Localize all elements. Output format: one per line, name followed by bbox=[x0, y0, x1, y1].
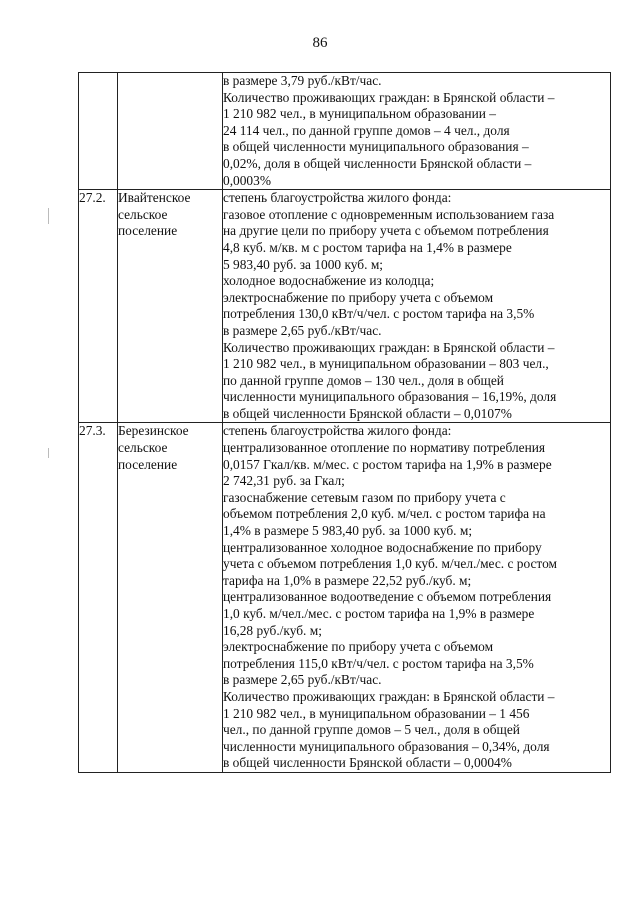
settlement-name-line: сельское bbox=[118, 206, 168, 222]
item-number-cell bbox=[79, 73, 118, 190]
description-line: степень благоустройства жилого фонда: bbox=[223, 423, 452, 439]
table-row bbox=[79, 190, 611, 423]
description-line: в общей численности Брянской области – 0,0004% bbox=[223, 755, 512, 771]
description-line: потребления 130,0 кВт/ч/чел. с ростом тарифа на 3,5% bbox=[223, 306, 535, 322]
description-line: 0,02%, доля в общей численности Брянской области – bbox=[223, 155, 532, 171]
description-line: тарифа на 1,0% в размере 22,52 руб./куб. м; bbox=[223, 572, 472, 588]
description-line: 0,0157 Гкал/кв. м/мес. с ростом тарифа на 1,9% в размере bbox=[223, 456, 552, 472]
regulation-table bbox=[78, 72, 611, 773]
settlement-name-cell bbox=[118, 190, 223, 423]
description-line: 5 983,40 руб. за 1000 куб. м; bbox=[223, 256, 384, 272]
description-cell bbox=[223, 73, 611, 190]
description-line: электроснабжение по прибору учета с объемом bbox=[223, 289, 494, 305]
description-line: в размере 3,79 руб./кВт/час. bbox=[223, 73, 382, 88]
settlement-name-line: Березинское bbox=[118, 423, 189, 439]
description-line: 4,8 куб. м/кв. м с ростом тарифа на 1,4% в размере bbox=[223, 239, 512, 255]
description-line: 1 210 982 чел., в муниципальном образовании – bbox=[223, 106, 496, 122]
settlement-name-cell bbox=[118, 423, 223, 772]
description-line: 1,0 куб. м/чел./мес. с ростом тарифа на 1,9% в размере bbox=[223, 606, 535, 621]
settlement-name-line: Ивайтенское bbox=[118, 190, 191, 206]
description-line: потребления 115,0 кВт/ч/чел. с ростом тарифа на 3,5% bbox=[223, 655, 534, 671]
scan-edge-mark bbox=[48, 208, 49, 224]
settlement-name-line: поселение bbox=[118, 456, 178, 472]
item-number: 27.2. bbox=[79, 190, 106, 206]
description-line: численности муниципального образования – 0,34%, доля bbox=[223, 738, 550, 754]
description-line: в размере 2,65 руб./кВт/час. bbox=[223, 672, 382, 688]
description-line: чел., по данной группе домов – 5 чел., доля в общей bbox=[223, 722, 520, 738]
description-cell bbox=[223, 190, 611, 423]
settlement-name-line: поселение bbox=[118, 223, 178, 239]
description-line: газовое отопление с одновременным использованием газа bbox=[223, 206, 555, 222]
table-body bbox=[79, 73, 611, 773]
description-line: численности муниципального образования – 16,19%, доля bbox=[223, 389, 557, 405]
description-line: электроснабжение по прибору учета с объемом bbox=[223, 639, 494, 655]
description-line: 1 210 982 чел., в муниципальном образовании – 1 456 bbox=[223, 705, 530, 721]
settlement-name-cell bbox=[118, 73, 223, 190]
description-line: централизованное отопление по нормативу потребления bbox=[223, 440, 546, 456]
description-line: объемом потребления 2,0 куб. м/чел. с ростом тарифа на bbox=[223, 506, 546, 522]
description-line: Количество проживающих граждан: в Брянской области – bbox=[223, 339, 555, 355]
description-line: централизованное водоотведение с объемом потребления bbox=[223, 589, 552, 605]
description-line: по данной группе домов – 130 чел., доля в общей bbox=[223, 372, 504, 388]
description-cell bbox=[223, 423, 611, 772]
description-line: Количество проживающих граждан: в Брянской области – bbox=[223, 89, 555, 105]
description-line: 0,0003% bbox=[223, 172, 271, 188]
description-line: 1,4% в размере 5 983,40 руб. за 1000 куб. м; bbox=[223, 523, 473, 539]
table-row bbox=[79, 423, 611, 772]
page-number: 86 bbox=[312, 35, 328, 51]
table-row bbox=[79, 73, 611, 190]
description-line: в размере 2,65 руб./кВт/час. bbox=[223, 322, 382, 338]
description-line: 16,28 руб./куб. м; bbox=[223, 622, 322, 638]
description-line: учета с объемом потребления 1,0 куб. м/чел./мес. с ростом bbox=[223, 556, 558, 572]
item-number-cell bbox=[79, 423, 118, 772]
item-number: 27.3. bbox=[79, 423, 106, 439]
description-line: газоснабжение сетевым газом по прибору учета с bbox=[223, 489, 506, 505]
scan-edge-mark bbox=[48, 448, 49, 458]
description-line: 24 114 чел., по данной группе домов – 4 чел., доля bbox=[223, 122, 510, 138]
description-line: в общей численности Брянской области – 0,0107% bbox=[223, 405, 512, 421]
description-line: Количество проживающих граждан: в Брянской области – bbox=[223, 688, 555, 704]
settlement-name-line: сельское bbox=[118, 440, 168, 456]
description-line: холодное водоснабжение из колодца; bbox=[223, 273, 435, 289]
description-line: в общей численности муниципального образования – bbox=[223, 139, 529, 155]
item-number-cell bbox=[79, 190, 118, 423]
description-line: степень благоустройства жилого фонда: bbox=[223, 190, 452, 206]
description-line: 1 210 982 чел., в муниципальном образовании – 803 чел., bbox=[223, 356, 549, 372]
description-line: на другие цели по прибору учета с объемом потребления bbox=[223, 223, 549, 239]
description-line: централизованное холодное водоснабжение по прибору bbox=[223, 539, 542, 555]
description-line: 2 742,31 руб. за Гкал; bbox=[223, 473, 345, 489]
